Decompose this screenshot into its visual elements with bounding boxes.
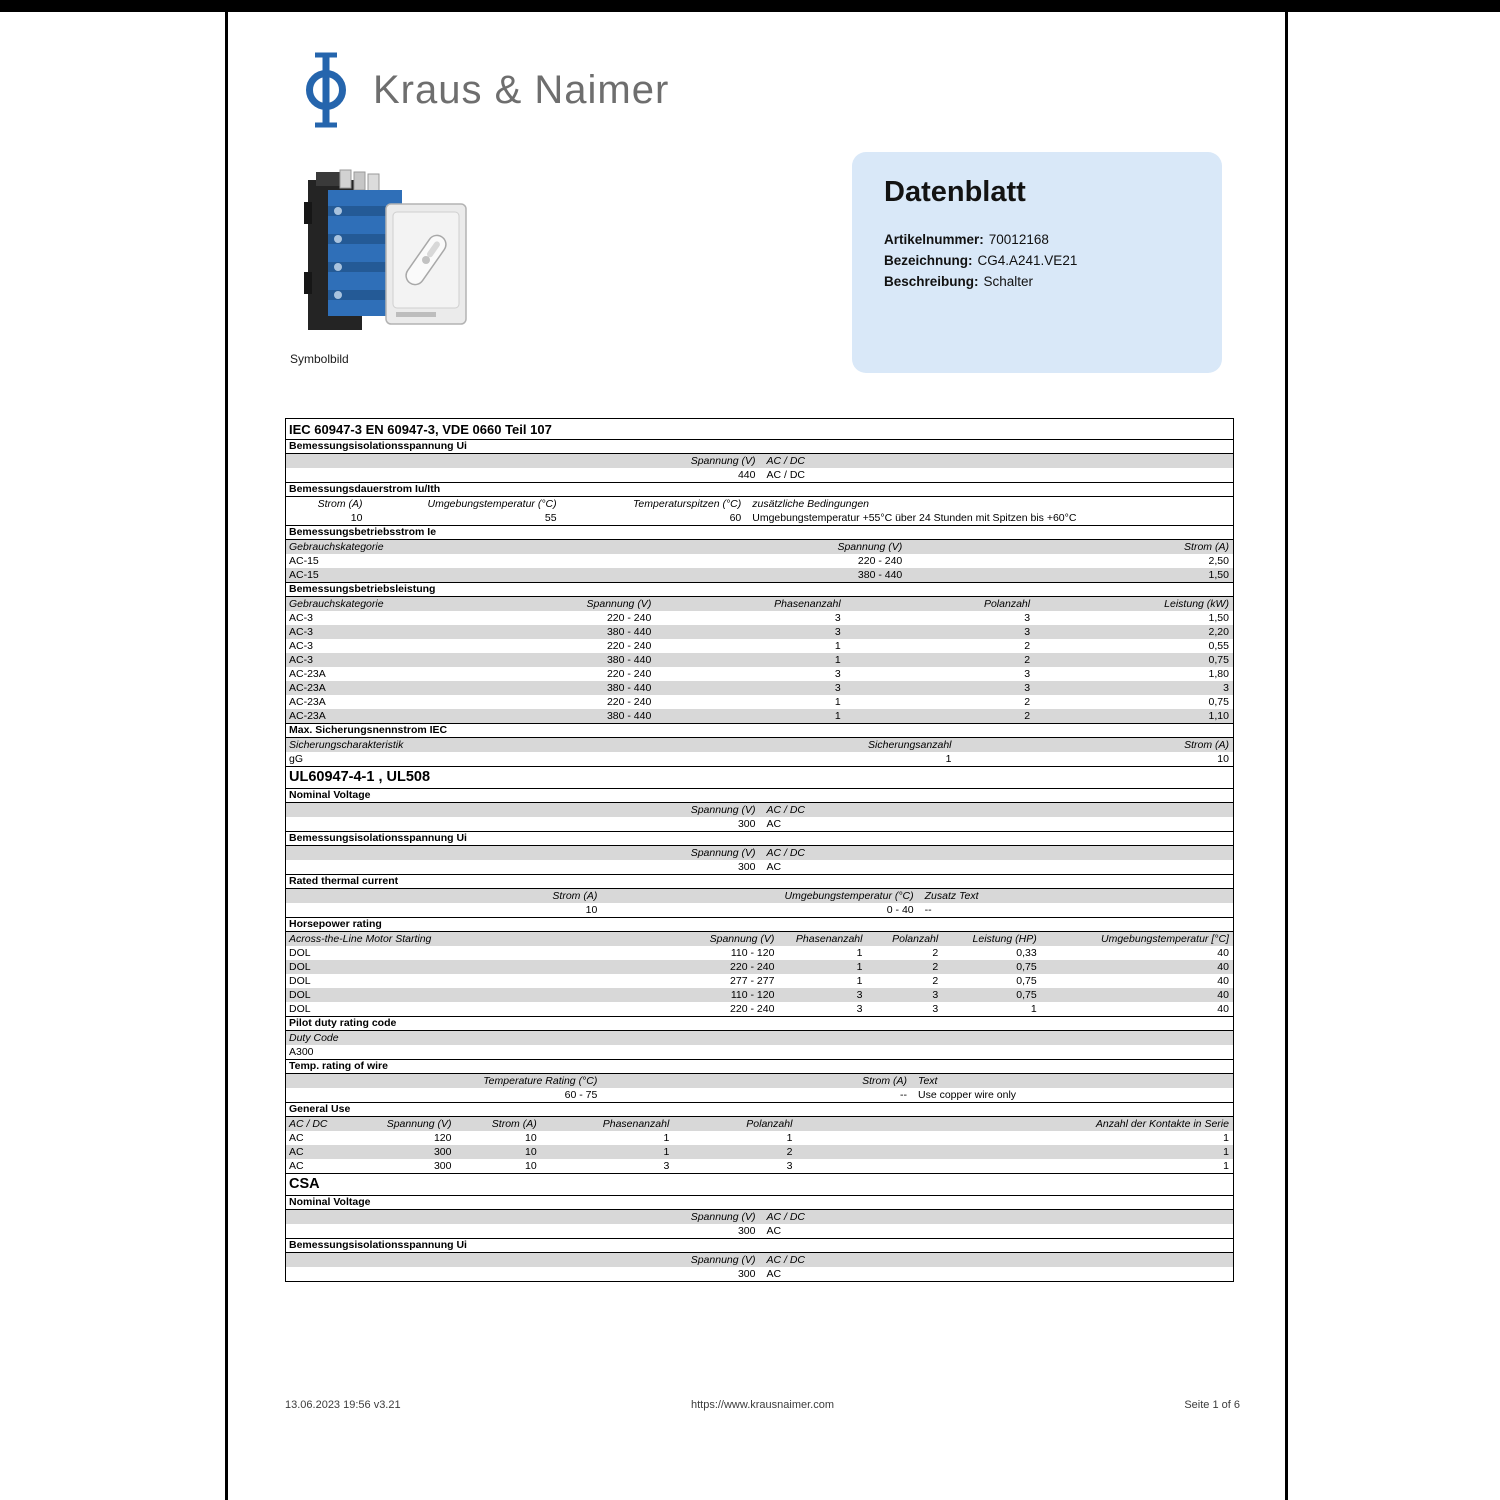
data-cell: 2,20 xyxy=(1208,625,1229,638)
column-header-cell: Phasenanzahl xyxy=(602,1117,670,1130)
table-subsection-header: Nominal Voltage xyxy=(286,788,1233,803)
data-cell: 220 - 240 xyxy=(606,695,652,708)
table-subsection-header: Bemessungsisolationsspannung Ui xyxy=(286,439,1233,454)
spec-table xyxy=(285,418,1234,1282)
data-cell: 3 xyxy=(932,988,939,1001)
column-header-cell: AC / DC xyxy=(766,1253,806,1266)
data-cell: 10 xyxy=(525,1131,537,1144)
data-cell: 2 xyxy=(1024,695,1031,708)
data-cell: 0,33 xyxy=(1016,946,1037,959)
table-column-header-row xyxy=(286,803,1233,817)
column-header-cell: Polanzahl xyxy=(892,932,939,945)
column-header-cell: Sicherungsanzahl xyxy=(868,738,952,751)
table-data-row xyxy=(286,468,1233,482)
table-section-title: CSA xyxy=(286,1173,1233,1195)
column-header-cell: Strom (A) xyxy=(317,497,363,510)
page-top-border xyxy=(0,0,1500,12)
data-cell: 300 xyxy=(737,860,756,873)
data-cell: 1,80 xyxy=(1208,667,1229,680)
table-data-row xyxy=(286,1045,1233,1059)
table-subsection-header: Pilot duty rating code xyxy=(286,1016,1233,1031)
table-column-header-row xyxy=(286,454,1233,468)
column-header-cell: Polanzahl xyxy=(983,597,1031,610)
data-cell: 380 - 440 xyxy=(606,709,652,722)
table-column-header-row xyxy=(286,497,1233,511)
data-cell: 2,50 xyxy=(1208,554,1229,567)
data-cell: 40 xyxy=(1217,1002,1229,1015)
table-data-row xyxy=(286,639,1233,653)
data-cell: 1 xyxy=(1223,1131,1229,1144)
table-subsection-header: Rated thermal current xyxy=(286,874,1233,889)
table-data-row xyxy=(286,709,1233,723)
info-field-value: 70012168 xyxy=(988,232,1049,247)
data-cell: AC xyxy=(766,1224,782,1237)
data-cell: AC-23A xyxy=(289,695,326,708)
data-cell: AC-15 xyxy=(289,568,319,581)
data-cell: 60 - 75 xyxy=(564,1088,598,1101)
data-cell: 40 xyxy=(1217,960,1229,973)
data-cell: 300 xyxy=(737,1224,756,1237)
column-header-cell: AC / DC xyxy=(766,1210,806,1223)
data-cell: 2 xyxy=(932,960,939,973)
data-cell: 440 xyxy=(737,468,756,481)
data-cell: 10 xyxy=(350,511,363,524)
table-subsection-header: Bemessungsbetriebsstrom Ie xyxy=(286,525,1233,540)
column-header-cell: Zusatz Text xyxy=(924,889,979,902)
table-data-row xyxy=(286,988,1233,1002)
table-subsection-header: Horsepower rating xyxy=(286,917,1233,932)
data-cell: AC xyxy=(289,1159,304,1172)
column-header-cell: Spannung (V) xyxy=(690,803,756,816)
table-subsection-header: Temp. rating of wire xyxy=(286,1059,1233,1074)
column-header-cell: Umgebungstemperatur [°C] xyxy=(1101,932,1229,945)
data-cell: 3 xyxy=(1223,681,1229,694)
column-header-cell: Text xyxy=(918,1074,938,1087)
data-cell: 60 xyxy=(729,511,742,524)
data-cell: AC-15 xyxy=(289,554,319,567)
data-cell: 40 xyxy=(1217,988,1229,1001)
switch-illustration xyxy=(300,162,472,350)
data-cell: 3 xyxy=(1024,667,1031,680)
table-data-row xyxy=(286,611,1233,625)
data-cell: AC-3 xyxy=(289,611,313,624)
info-field-value: CG4.A241.VE21 xyxy=(977,253,1078,268)
table-data-row xyxy=(286,511,1233,525)
data-cell: 3 xyxy=(1024,681,1031,694)
data-cell: 3 xyxy=(786,1159,793,1172)
data-cell: 3 xyxy=(834,667,841,680)
data-cell: 1 xyxy=(663,1131,670,1144)
data-cell: AC-23A xyxy=(289,681,326,694)
data-cell: 220 - 240 xyxy=(606,611,652,624)
data-cell: 3 xyxy=(1024,625,1031,638)
data-cell: 380 - 440 xyxy=(606,681,652,694)
data-cell: 40 xyxy=(1217,974,1229,987)
data-cell: -- xyxy=(900,1088,907,1101)
table-column-header-row xyxy=(286,1253,1233,1267)
table-subsection-header: Max. Sicherungsnennstrom IEC xyxy=(286,723,1233,738)
data-cell: 1 xyxy=(1223,1145,1229,1158)
data-cell: gG xyxy=(289,752,304,765)
table-subsection-header: Bemessungsdauerstrom Iu/Ith xyxy=(286,482,1233,497)
column-header-cell: Leistung (kW) xyxy=(1164,597,1229,610)
page-border-right xyxy=(1285,12,1288,1500)
column-header-cell: zusätzliche Bedingungen xyxy=(752,497,870,510)
table-column-header-row xyxy=(286,846,1233,860)
table-section-title: UL60947-4-1 , UL508 xyxy=(286,766,1233,788)
column-header-cell: Phasenanzahl xyxy=(795,932,863,945)
data-cell: Use copper wire only xyxy=(918,1088,1017,1101)
data-cell: 3 xyxy=(834,625,841,638)
table-data-row xyxy=(286,1145,1233,1159)
data-cell: 10 xyxy=(1217,752,1229,765)
column-header-cell: Spannung (V) xyxy=(386,1117,452,1130)
data-cell: 2 xyxy=(1024,639,1031,652)
table-data-row xyxy=(286,1002,1233,1016)
data-cell: 300 xyxy=(433,1145,452,1158)
column-header-cell: Spannung (V) xyxy=(690,1210,756,1223)
data-cell: 220 - 240 xyxy=(606,667,652,680)
table-data-row xyxy=(286,653,1233,667)
column-header-cell: Strom (A) xyxy=(552,889,598,902)
data-cell: 220 - 240 xyxy=(606,639,652,652)
data-cell: 2 xyxy=(786,1145,793,1158)
data-cell: AC / DC xyxy=(766,468,806,481)
data-cell: -- xyxy=(924,903,932,916)
data-cell: 3 xyxy=(856,988,863,1001)
table-data-row xyxy=(286,695,1233,709)
data-cell: 1 xyxy=(856,946,863,959)
data-cell: 1 xyxy=(856,960,863,973)
info-field-bezeichnung xyxy=(884,250,1190,271)
table-data-row xyxy=(286,1088,1233,1102)
table-data-row xyxy=(286,667,1233,681)
column-header-cell: Duty Code xyxy=(289,1031,339,1044)
data-cell: 110 - 120 xyxy=(730,946,775,959)
data-cell: 0,75 xyxy=(1208,695,1229,708)
data-cell: 380 - 440 xyxy=(857,568,903,581)
data-cell: 300 xyxy=(737,817,756,830)
data-cell: 1 xyxy=(834,709,841,722)
table-data-row xyxy=(286,960,1233,974)
data-cell: 220 - 240 xyxy=(730,960,775,973)
data-cell: 1 xyxy=(856,974,863,987)
data-cell: 1 xyxy=(1223,1159,1229,1172)
table-column-header-row xyxy=(286,597,1233,611)
data-cell: 3 xyxy=(663,1159,670,1172)
column-header-cell: Temperaturspitzen (°C) xyxy=(632,497,742,510)
column-header-cell: Phasenanzahl xyxy=(774,597,841,610)
data-cell: 300 xyxy=(433,1159,452,1172)
table-data-row xyxy=(286,752,1233,766)
column-header-cell: Spannung (V) xyxy=(690,1253,756,1266)
data-cell: 10 xyxy=(525,1145,537,1158)
table-section-title: IEC 60947-3 EN 60947-3, VDE 0660 Teil 107 xyxy=(289,421,552,437)
info-field-value: Schalter xyxy=(983,274,1034,289)
symbolbild-caption: Symbolbild xyxy=(290,352,349,366)
data-cell: 1,50 xyxy=(1208,611,1229,624)
data-cell: 3 xyxy=(834,611,841,624)
column-header-cell: Anzahl der Kontakte in Serie xyxy=(1095,1117,1229,1130)
column-header-cell: Spannung (V) xyxy=(709,932,775,945)
data-cell: 1 xyxy=(945,752,952,765)
table-data-row xyxy=(286,1159,1233,1173)
data-cell: 380 - 440 xyxy=(606,653,652,666)
data-cell: 277 - 277 xyxy=(730,974,775,987)
data-cell: 2 xyxy=(932,974,939,987)
data-cell: 380 - 440 xyxy=(606,625,652,638)
table-data-row xyxy=(286,974,1233,988)
data-cell: AC-3 xyxy=(289,625,313,638)
column-header-cell: Spannung (V) xyxy=(690,846,756,859)
info-field-label: Artikelnummer: xyxy=(884,232,984,247)
data-cell: 1 xyxy=(834,695,841,708)
table-data-row xyxy=(286,903,1233,917)
table-data-row xyxy=(286,946,1233,960)
table-data-row xyxy=(286,817,1233,831)
footer-url-link[interactable]: https://www.krausnaimer.com xyxy=(690,1399,835,1411)
data-cell: AC xyxy=(289,1145,304,1158)
logo-wordmark: Kraus & Naimer xyxy=(373,68,670,112)
table-data-row xyxy=(286,625,1233,639)
table-column-header-row xyxy=(286,1117,1233,1131)
data-cell: 1 xyxy=(663,1145,670,1158)
table-column-header-row xyxy=(286,1210,1233,1224)
column-header-cell: Leistung (HP) xyxy=(972,932,1037,945)
data-cell: DOL xyxy=(289,946,311,959)
column-header-cell: Strom (A) xyxy=(862,1074,907,1087)
data-cell: 3 xyxy=(1024,611,1031,624)
data-cell: 300 xyxy=(737,1267,756,1280)
data-cell: AC xyxy=(289,1131,304,1144)
data-cell: AC-3 xyxy=(289,653,313,666)
table-subsection-header: Bemessungsisolationsspannung Ui xyxy=(286,831,1233,846)
data-cell: 1,50 xyxy=(1208,568,1229,581)
column-header-cell: Sicherungscharakteristik xyxy=(289,738,404,751)
info-field-beschreibung xyxy=(884,271,1190,292)
column-header-cell: Polanzahl xyxy=(746,1117,793,1130)
data-cell: AC-3 xyxy=(289,639,313,652)
column-header-cell: Spannung (V) xyxy=(837,540,903,553)
data-cell: 3 xyxy=(856,1002,863,1015)
data-cell: 3 xyxy=(932,1002,939,1015)
table-subsection-header: Nominal Voltage xyxy=(286,1195,1233,1210)
data-cell: 2 xyxy=(1024,653,1031,666)
table-data-row xyxy=(286,1267,1233,1281)
data-cell: 10 xyxy=(525,1159,537,1172)
table-data-row xyxy=(286,1131,1233,1145)
data-cell: AC xyxy=(766,817,782,830)
data-cell: 0,75 xyxy=(1016,960,1037,973)
data-cell: 0,55 xyxy=(1208,639,1229,652)
table-data-row xyxy=(286,554,1233,568)
info-field-label: Beschreibung: xyxy=(884,274,979,289)
product-photo xyxy=(300,162,472,355)
data-cell: AC-23A xyxy=(289,667,326,680)
column-header-cell: Umgebungstemperatur (°C) xyxy=(427,497,557,510)
info-field-artikelnummer xyxy=(884,229,1190,250)
info-field-label: Bezeichnung: xyxy=(884,253,973,268)
column-header-cell: AC / DC xyxy=(766,454,806,467)
column-header-cell: Gebrauchskategorie xyxy=(289,540,384,553)
data-cell: 0,75 xyxy=(1016,974,1037,987)
data-cell: 2 xyxy=(1024,709,1031,722)
column-header-cell: Strom (A) xyxy=(491,1117,537,1130)
footer-page-number: Seite 1 of 6 xyxy=(1184,1399,1240,1411)
table-column-header-row xyxy=(286,1031,1233,1045)
data-cell: 3 xyxy=(834,681,841,694)
column-header-cell: Spannung (V) xyxy=(690,454,756,467)
data-cell: AC xyxy=(766,1267,782,1280)
data-cell: DOL xyxy=(289,974,311,987)
column-header-cell: Across-the-Line Motor Starting xyxy=(289,932,432,945)
data-cell: AC-23A xyxy=(289,709,326,722)
data-cell: DOL xyxy=(289,988,311,1001)
table-column-header-row xyxy=(286,738,1233,752)
column-header-cell: Strom (A) xyxy=(1184,738,1229,751)
column-header-cell: AC / DC xyxy=(766,846,806,859)
column-header-cell: Gebrauchskategorie xyxy=(289,597,384,610)
data-cell: 1 xyxy=(1030,1002,1037,1015)
data-cell: DOL xyxy=(289,1002,311,1015)
table-data-row xyxy=(286,681,1233,695)
column-header-cell: Temperature Rating (°C) xyxy=(483,1074,598,1087)
table-column-header-row xyxy=(286,1074,1233,1088)
data-cell: A300 xyxy=(289,1045,314,1058)
table-column-header-row xyxy=(286,889,1233,903)
column-header-cell: Spannung (V) xyxy=(586,597,652,610)
data-cell: 220 - 240 xyxy=(730,1002,775,1015)
logo-phi-icon xyxy=(295,50,357,130)
data-cell: Umgebungstemperatur +55°C über 24 Stunden mit Spitzen bis +60°C xyxy=(752,511,1077,524)
column-header-cell: AC / DC xyxy=(289,1117,328,1130)
column-header-cell: Strom (A) xyxy=(1184,540,1229,553)
data-cell: DOL xyxy=(289,960,311,973)
kraus-naimer-logo xyxy=(295,50,669,130)
table-subsection-header: Bemessungsbetriebsleistung xyxy=(286,582,1233,597)
data-cell: 40 xyxy=(1217,946,1229,959)
data-cell: 0,75 xyxy=(1016,988,1037,1001)
data-cell: 1 xyxy=(786,1131,793,1144)
data-cell: 120 xyxy=(433,1131,452,1144)
table-data-row xyxy=(286,860,1233,874)
table-data-row xyxy=(286,568,1233,582)
footer-timestamp: 13.06.2023 19:56 v3.21 xyxy=(285,1399,401,1411)
data-cell: 1 xyxy=(834,653,841,666)
table-column-header-row xyxy=(286,540,1233,554)
datasheet-info-panel xyxy=(852,152,1222,373)
table-data-row xyxy=(286,1224,1233,1238)
table-column-header-row xyxy=(286,932,1233,946)
data-cell: 2 xyxy=(932,946,939,959)
column-header-cell: AC / DC xyxy=(766,803,806,816)
data-cell: 10 xyxy=(585,903,598,916)
page-border-left xyxy=(225,12,228,1500)
datasheet-title: Datenblatt xyxy=(884,176,1026,208)
table-subsection-header: Bemessungsisolationsspannung Ui xyxy=(286,1238,1233,1253)
data-cell: 0 - 40 xyxy=(886,903,914,916)
data-cell: 220 - 240 xyxy=(857,554,903,567)
data-cell: 110 - 120 xyxy=(730,988,775,1001)
column-header-cell: Umgebungstemperatur (°C) xyxy=(784,889,914,902)
data-cell: 1,10 xyxy=(1208,709,1229,722)
data-cell: AC xyxy=(766,860,782,873)
table-subsection-header: General Use xyxy=(286,1102,1233,1117)
data-cell: 1 xyxy=(834,639,841,652)
data-cell: 55 xyxy=(544,511,557,524)
data-cell: 0,75 xyxy=(1208,653,1229,666)
